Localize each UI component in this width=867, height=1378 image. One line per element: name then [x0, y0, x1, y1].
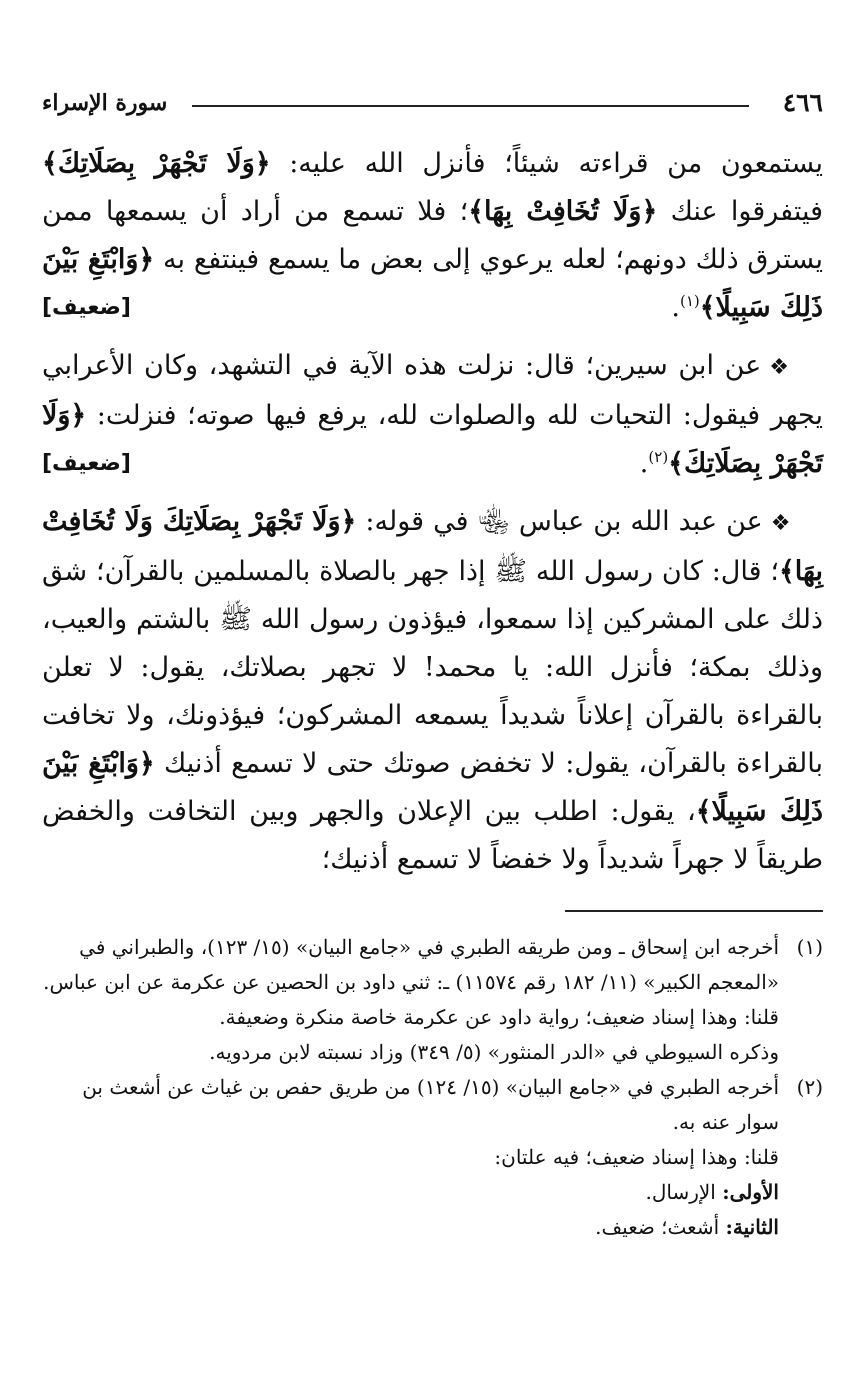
paragraph-1: [42, 140, 823, 332]
footnote-line: قلنا: وهذا إسناد ضعيف؛ فيه علتان:: [494, 1145, 779, 1169]
paragraph-text: عن ابن سيرين؛ قال: نزلت هذه الآية في التشهد، وكان الأعرابي يجهر فيقول: التحيات لله والصلوات لله، يرفع فيها صوته؛ فنزلت:: [42, 350, 823, 431]
paragraph-text: .: [671, 292, 680, 323]
footnote-2: [42, 1070, 823, 1245]
paragraph-text: فيتفرقوا عنك: [657, 196, 824, 227]
footnote-ref[interactable]: (١): [679, 292, 700, 310]
footnote-number: (٢): [796, 1075, 823, 1099]
header-rule: [192, 105, 749, 107]
quran-quote: ﴿وَابْتَغِ بَيْنَ ذَلِكَ سَبِيلًا﴾: [42, 748, 823, 827]
surah-name: سورة الإسراء: [42, 90, 168, 116]
paragraph-text: عن عبد الله بن عباس ﵄ في قوله:: [356, 506, 763, 537]
diamond-bullet-icon: ❖: [769, 355, 791, 380]
page-header: [42, 86, 823, 126]
footnote-line: أخرجه الطبري في «جامع البيان» (١٥/ ١٢٤) من طريق حفص بن غياث عن أشعث بن سوار عنه به.: [82, 1075, 779, 1134]
reason-label: الثانية:: [725, 1215, 779, 1239]
paragraph-text: ، يقول: اطلب بين الإعلان والجهر وبين التخافت والخفض طريقاً لا جهراً شديداً ولا خفضاً لا تسمع أذنيك؛: [42, 796, 823, 875]
paragraph-text: ؛ فلا تسمع من أراد أن يسمعها ممن يسترق ذلك دونهم؛ لعله يرعوي إلى بعض ما يسمع فينتفع به: [42, 196, 823, 275]
footnote-reason: [42, 1175, 779, 1210]
footnote-1: [42, 930, 823, 1070]
footnote-separator: [565, 910, 823, 912]
paragraph-text: ؛ قال: كان رسول الله ﷺ إذا جهر بالصلاة بالمسلمين بالقرآن؛ شق ذلك على المشركين إذا سمعوا، فيؤذون رسول الله ﷺ بالشتم والعيب، وذلك بمكة؛ فأنزل الله: يا محمد! لا تجهر بصلاتك، يقول: لا تعلن بالقراءة بالقرآن إعلاناً شديداً يسمعه المشركون؛ فيؤذونك، ولا تخافت بالقراءة بالقرآن، يقول: لا تخفض صوتك حتى لا تسمع أذنيك: [42, 556, 823, 779]
page-number: ٤٦٦: [782, 88, 823, 117]
quran-quote: ﴿وَلَا تَجْهَرْ بِصَلَاتِكَ﴾: [42, 400, 823, 479]
quran-quote: ﴿وَلَا تُخَافِتْ بِهَا﴾: [468, 196, 658, 227]
paragraph-2: [42, 342, 823, 488]
quran-quote: ﴿وَلَا تَجْهَرْ بِصَلَاتِكَ وَلَا تُخَافِتْ بِهَا﴾: [42, 506, 823, 587]
reason-label: الأولى:: [722, 1180, 779, 1204]
footnote-reason: [42, 1210, 779, 1245]
reason-text: الإرسال.: [645, 1180, 723, 1204]
footnote-line: وذكره السيوطي في «الدر المنثور» (٥/ ٣٤٩) وزاد نسبته لابن مردويه.: [209, 1040, 779, 1064]
paragraph-text: يستمعون من قراءته شيئاً؛ فأنزل الله عليه:: [270, 148, 823, 179]
footnote-line: قلنا: وهذا إسناد ضعيف؛ رواية داود عن عكرمة خاصة منكرة وضعيفة.: [219, 1005, 779, 1029]
grading-label: [ضعيف]: [42, 451, 131, 476]
grading-label: [ضعيف]: [42, 295, 131, 320]
paragraph-text: .: [639, 448, 649, 479]
footnote-number: (١): [796, 935, 823, 959]
footnote-line: أخرجه ابن إسحاق ـ ومن طريقه الطبري في «جامع البيان» (١٥/ ١٢٣)، والطبراني في «المعجم الكبير» (١١/ ١٨٢ رقم ١١٥٧٤) ـ: ثني داود بن الحصين عن عكرمة عن ابن عباس.: [43, 935, 779, 994]
quran-quote: ﴿وَابْتَغِ بَيْنَ ذَلِكَ سَبِيلًا﴾: [42, 244, 823, 323]
reason-text: أشعث؛ ضعيف.: [595, 1215, 726, 1239]
quran-quote: ﴿وَلَا تَجْهَرْ بِصَلَاتِكَ﴾: [42, 148, 271, 179]
diamond-bullet-icon: ❖: [770, 511, 791, 536]
footnote-ref[interactable]: (٢): [648, 448, 669, 466]
book-page: [42, 86, 823, 1245]
paragraph-3: [42, 498, 823, 884]
